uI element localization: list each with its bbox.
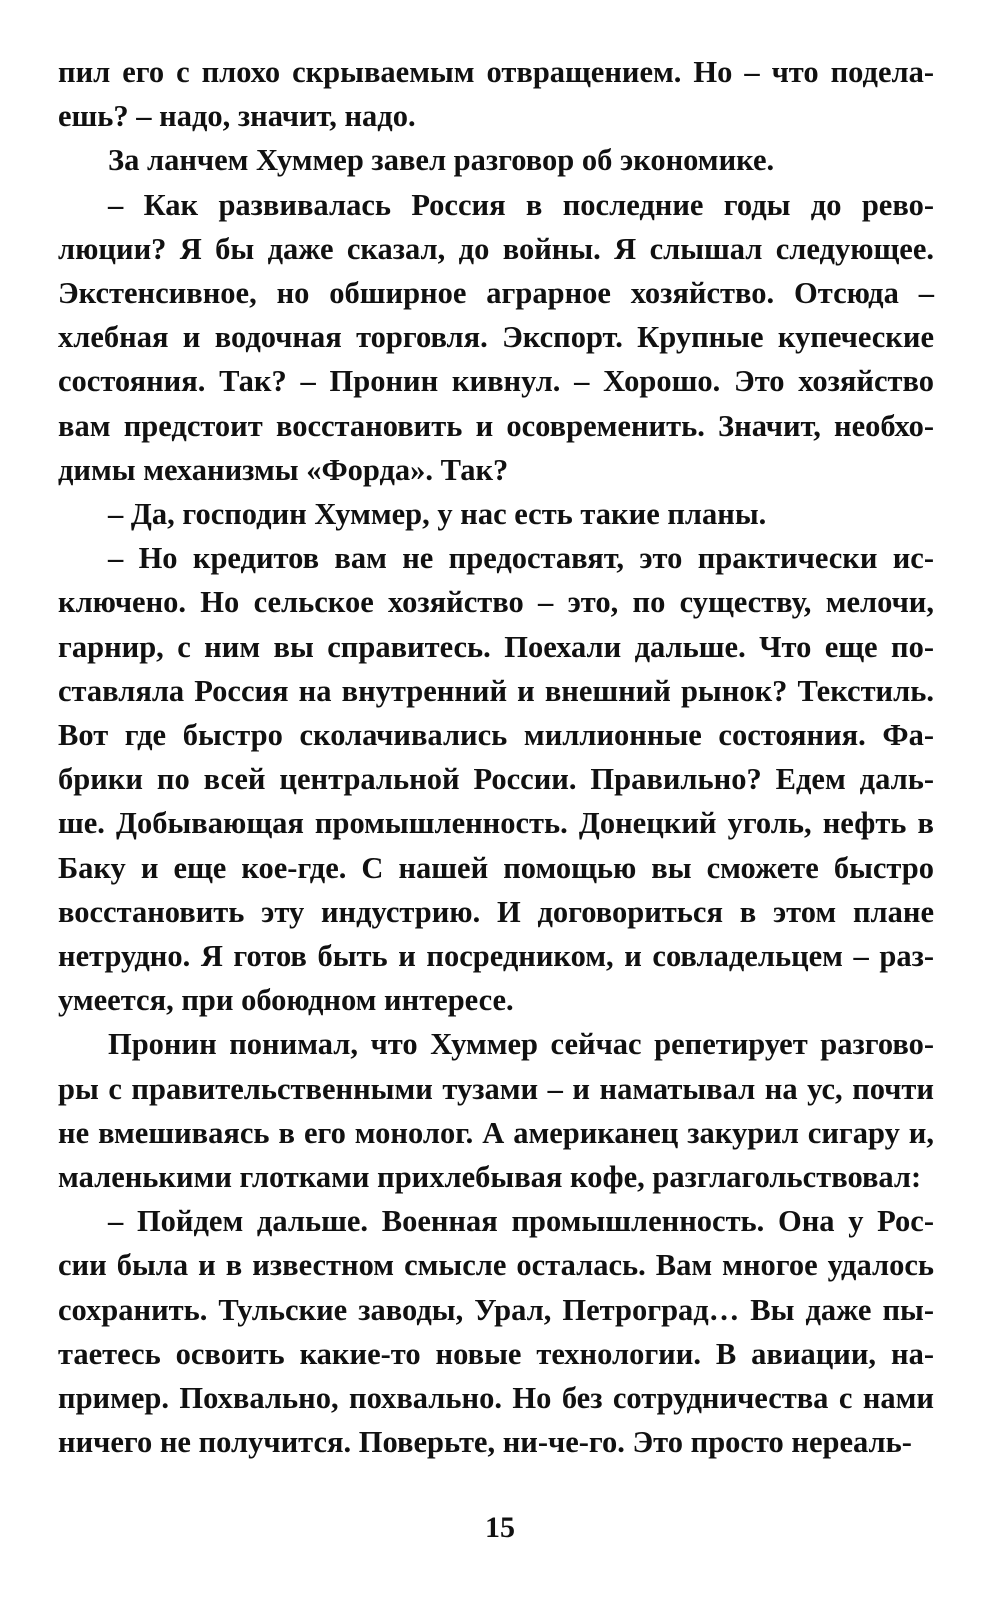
page-number: 15 [485,1511,515,1544]
paragraph-6: Пронин понимал, что Хуммер сейчас репетирует разгово-ры с правительственными тузами – и наматывал на ус, почти не вмешиваясь в его монолог. А американец закурил сигару и, маленькими глотками прихлебывая кофе, разглагольствовал: [58,1027,934,1195]
paragraph-1: пил его с плохо скрываемым отвращением. Но – что подела-ешь? – надо, значит, надо. [58,55,934,134]
paragraph-7: – Пойдем дальше. Военная промышленность. Она у Рос-сии была и в известном смысле осталась. Вам многое удалось сохранить. Тульские заводы, Урал, Петроград… Вы даже пы-таетесь освоить какие-то новые технологии. В авиации, на-пример. Похвально, похвально. Но без сотрудничества с нами ничего не получится. Поверьте, ни-че-го. Это просто нереаль- [58,1204,934,1460]
page-body-text [58,50,934,1465]
paragraph-5: – Но кредитов вам не предоставят, это практически ис-ключено. Но сельское хозяйство – это, по существу, мелочи, гарнир, с ним вы справитесь. Поехали дальше. Что еще по-ставляла Россия на внутренний и внешний рынок? Текстиль. Вот где быстро сколачивались миллионные состояния. Фа-брики по всей центральной России. Правильно? Едем даль-ше. Добывающая промышленность. Донецкий уголь, нефть в Баку и еще кое-где. С нашей помощью вы сможете быстро восстановить эту индустрию. И договориться в этом плане нетрудно. Я готов быть и посредником, и совладельцем – раз-умеется, при обоюдном интересе. [58,541,934,1018]
paragraph-2: За ланчем Хуммер завел разговор об экономике. [108,143,775,178]
paragraph-3: – Как развивалась Россия в последние годы до рево-люции? Я бы даже сказал, до войны. Я слышал следующее. Экстенсивное, но обширное аграрное хозяйство. Отсюда – хлебная и водочная торговля. Экспорт. Крупные купеческие состояния. Так? – Пронин кивнул. – Хорошо. Это хозяйство вам предстоит восстановить и осовременить. Значит, необхо-димы механизмы «Форда». Так? [58,187,934,487]
paragraph-4: – Да, господин Хуммер, у нас есть такие планы. [108,497,767,532]
